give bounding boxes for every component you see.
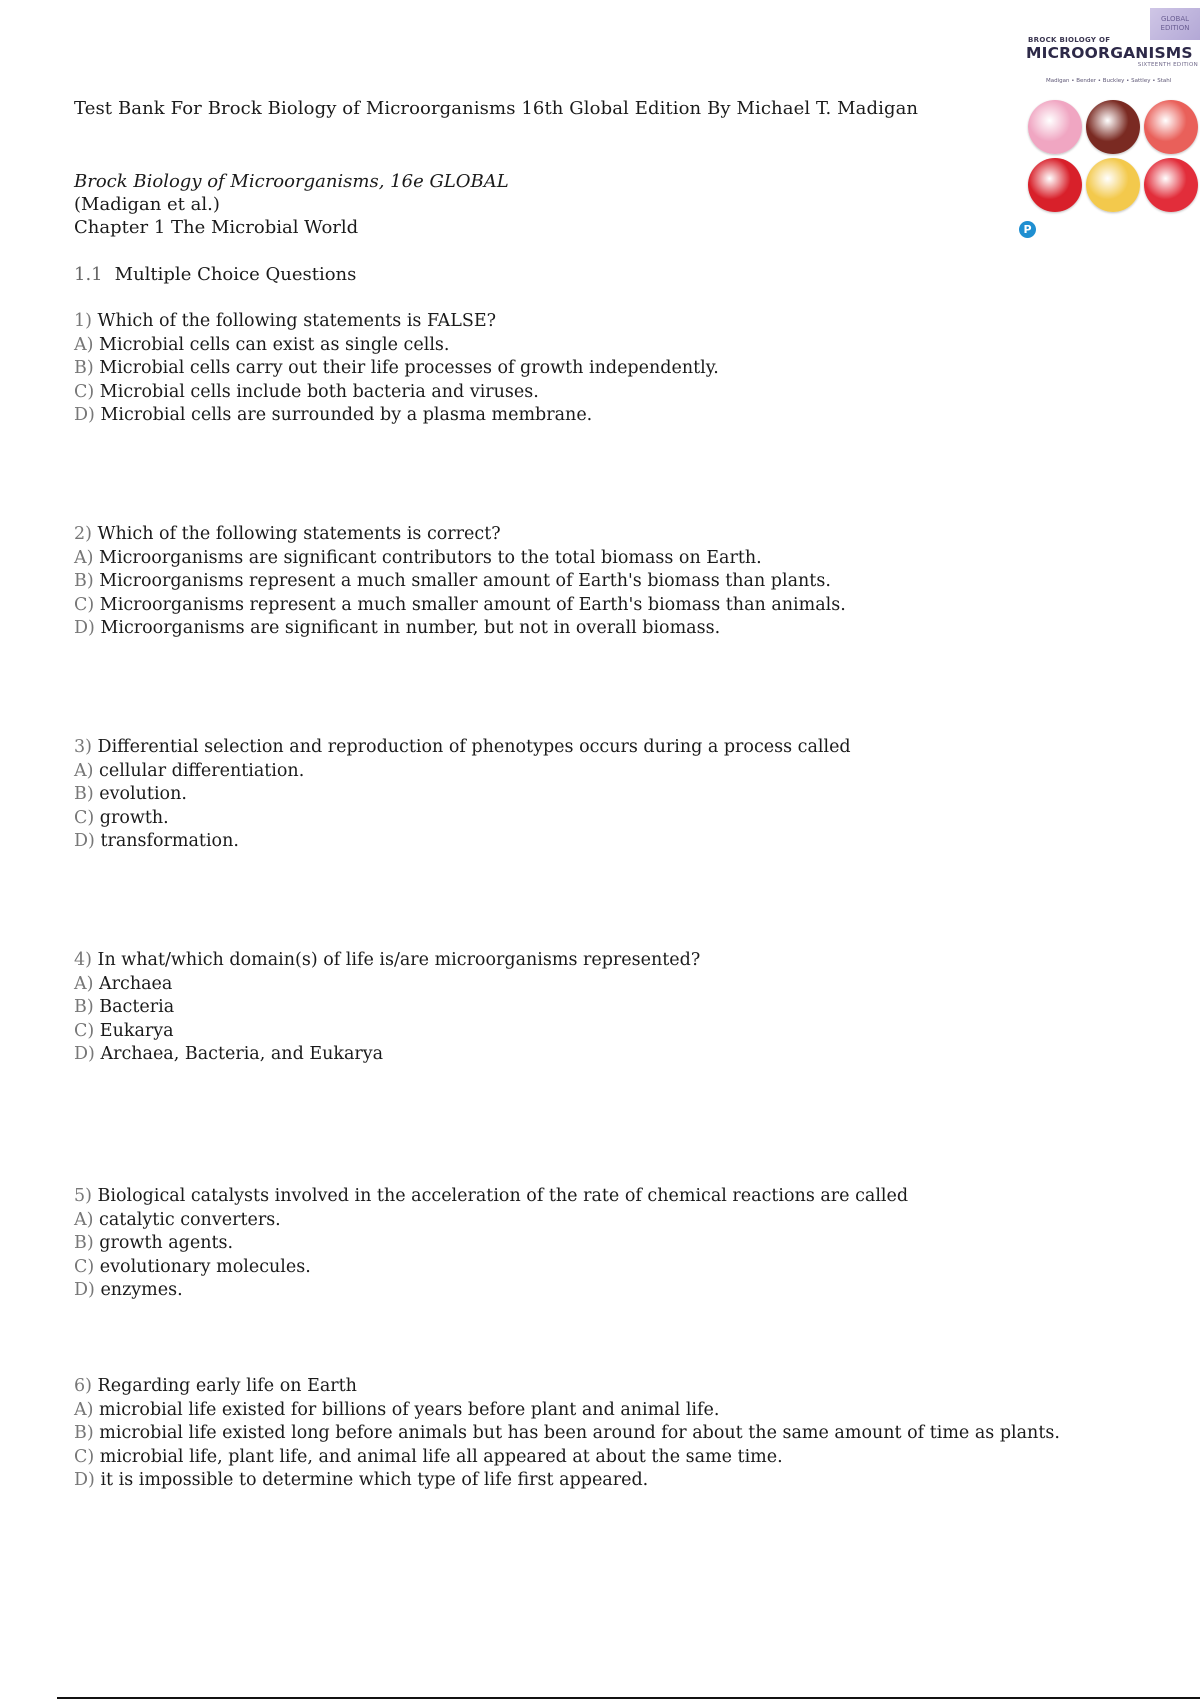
- question-stem: [74, 1375, 1060, 1399]
- option-text: microbial life existed long before animals but has been around for about the same amount of time as plants.: [99, 1423, 1060, 1443]
- question-text: Differential selection and reproduction of phenotypes occurs during a process called: [97, 737, 851, 757]
- book-meta: [74, 170, 509, 239]
- chapter-title: Chapter 1 The Microbial World: [74, 217, 359, 238]
- option-letter: C): [74, 1020, 95, 1041]
- answer-option-c: [74, 381, 719, 405]
- question-stem: [74, 523, 846, 547]
- option-letter: A): [74, 547, 94, 568]
- question-text: Which of the following statements is FALSE?: [97, 311, 496, 331]
- section-number: 1.1: [74, 264, 103, 285]
- option-text: Microbial cells can exist as single cells.: [99, 334, 450, 355]
- answer-option-c: [74, 1256, 908, 1280]
- answer-option-a: [74, 1399, 1060, 1423]
- question-stem: [74, 1185, 908, 1209]
- option-text: Microorganisms represent a much smaller amount of Earth's biomass than animals.: [99, 594, 846, 615]
- option-text: Eukarya: [99, 1020, 174, 1041]
- option-letter: C): [74, 381, 95, 402]
- option-letter: B): [74, 784, 94, 804]
- option-letter: C): [74, 807, 95, 828]
- option-text: transformation.: [100, 831, 239, 851]
- answer-option-a: [74, 973, 700, 997]
- answer-option-a: [74, 1209, 908, 1233]
- answer-option-b: [74, 996, 700, 1020]
- cover-edition: SIXTEENTH EDITION: [1137, 62, 1198, 68]
- option-text: cellular differentiation.: [99, 760, 305, 781]
- option-text: Microbial cells are surrounded by a plasma membrane.: [100, 405, 593, 425]
- book-title: Brock Biology of Microorganisms, 16e GLOBAL: [74, 171, 509, 192]
- question-1: [74, 310, 719, 428]
- petri-dish-image: [1086, 158, 1140, 212]
- question-2: [74, 523, 846, 641]
- question-3: [74, 736, 851, 854]
- option-letter: C): [74, 1446, 95, 1467]
- option-text: it is impossible to determine which type of life first appeared.: [100, 1470, 649, 1490]
- question-stem: [74, 949, 700, 973]
- answer-option-c: [74, 807, 851, 831]
- pearson-logo-icon: P: [1019, 221, 1036, 238]
- question-5: [74, 1185, 908, 1303]
- option-letter: D): [74, 1044, 95, 1064]
- question-number: 6): [74, 1376, 92, 1396]
- option-text: evolution.: [99, 784, 187, 804]
- option-letter: D): [74, 618, 95, 638]
- answer-option-d: [74, 1469, 1060, 1493]
- question-number: 1): [74, 311, 92, 331]
- petri-dish-image: [1144, 100, 1198, 154]
- question-stem: [74, 310, 719, 334]
- option-text: growth agents.: [99, 1233, 234, 1253]
- option-letter: B): [74, 1233, 94, 1253]
- option-text: Archaea, Bacteria, and Eukarya: [100, 1044, 384, 1064]
- option-text: evolutionary molecules.: [99, 1256, 311, 1277]
- answer-option-c: [74, 1446, 1060, 1470]
- option-letter: C): [74, 594, 95, 615]
- option-text: catalytic converters.: [99, 1209, 281, 1230]
- question-text: Biological catalysts involved in the acceleration of the rate of chemical reactions are called: [97, 1186, 909, 1206]
- option-text: Microbial cells include both bacteria and viruses.: [99, 381, 539, 402]
- option-text: Microbial cells carry out their life processes of growth independently.: [99, 358, 719, 378]
- option-letter: D): [74, 1470, 95, 1490]
- question-text: Regarding early life on Earth: [97, 1376, 357, 1396]
- option-text: Microorganisms are significant contributors to the total biomass on Earth.: [99, 547, 762, 568]
- petri-dish-image: [1144, 158, 1198, 212]
- option-letter: D): [74, 1280, 95, 1300]
- answer-option-c: [74, 594, 846, 618]
- answer-option-d: [74, 617, 846, 641]
- answer-option-c: [74, 1020, 700, 1044]
- question-6: [74, 1375, 1060, 1493]
- page-bottom-rule: [57, 1697, 1200, 1699]
- answer-option-d: [74, 404, 719, 428]
- petri-dish-image: [1086, 100, 1140, 154]
- option-letter: B): [74, 997, 94, 1017]
- answer-option-a: [74, 334, 719, 358]
- answer-option-b: [74, 357, 719, 381]
- question-text: Which of the following statements is correct?: [97, 524, 501, 544]
- petri-dish-image: [1028, 100, 1082, 154]
- option-letter: B): [74, 358, 94, 378]
- question-stem: [74, 736, 851, 760]
- global-edition-badge: GLOBAL EDITION: [1150, 8, 1200, 40]
- option-text: Archaea: [99, 973, 173, 994]
- petri-dish-image: [1028, 158, 1082, 212]
- option-text: growth.: [99, 807, 169, 828]
- cover-authors: Madigan • Bender • Buckley • Sattley • Stahl: [1046, 78, 1172, 84]
- book-authors: (Madigan et al.): [74, 194, 220, 215]
- section-title: Multiple Choice Questions: [114, 264, 357, 285]
- answer-option-b: [74, 1232, 908, 1256]
- book-cover-image: [1022, 0, 1200, 240]
- option-letter: C): [74, 1256, 95, 1277]
- answer-option-d: [74, 830, 851, 854]
- option-text: Bacteria: [99, 997, 175, 1017]
- option-text: microbial life, plant life, and animal life all appeared at about the same time.: [99, 1446, 783, 1467]
- option-text: Microorganisms are significant in number, but not in overall biomass.: [100, 618, 721, 638]
- answer-option-b: [74, 783, 851, 807]
- section-heading: [74, 264, 356, 285]
- answer-option-b: [74, 1422, 1060, 1446]
- answer-option-a: [74, 760, 851, 784]
- option-text: Microorganisms represent a much smaller amount of Earth's biomass than plants.: [99, 571, 831, 591]
- option-letter: A): [74, 760, 94, 781]
- option-letter: A): [74, 1399, 94, 1420]
- question-number: 2): [74, 524, 92, 544]
- option-text: microbial life existed for billions of years before plant and animal life.: [99, 1399, 720, 1420]
- cover-main-title: MICROORGANISMS: [1026, 44, 1193, 62]
- answer-option-b: [74, 570, 846, 594]
- question-number: 3): [74, 737, 92, 757]
- question-number: 4): [74, 950, 92, 970]
- cover-series-title: BROCK BIOLOGY OF: [1028, 36, 1111, 44]
- document-title: Test Bank For Brock Biology of Microorganisms 16th Global Edition By Michael T. Madigan: [74, 98, 919, 119]
- question-text: In what/which domain(s) of life is/are microorganisms represented?: [97, 950, 701, 970]
- answer-option-a: [74, 547, 846, 571]
- option-letter: D): [74, 405, 95, 425]
- question-4: [74, 949, 700, 1067]
- answer-option-d: [74, 1043, 700, 1067]
- option-letter: A): [74, 1209, 94, 1230]
- option-letter: B): [74, 571, 94, 591]
- answer-option-d: [74, 1279, 908, 1303]
- option-letter: A): [74, 334, 94, 355]
- option-letter: B): [74, 1423, 94, 1443]
- option-letter: A): [74, 973, 94, 994]
- question-number: 5): [74, 1186, 92, 1206]
- option-letter: D): [74, 831, 95, 851]
- option-text: enzymes.: [100, 1280, 183, 1300]
